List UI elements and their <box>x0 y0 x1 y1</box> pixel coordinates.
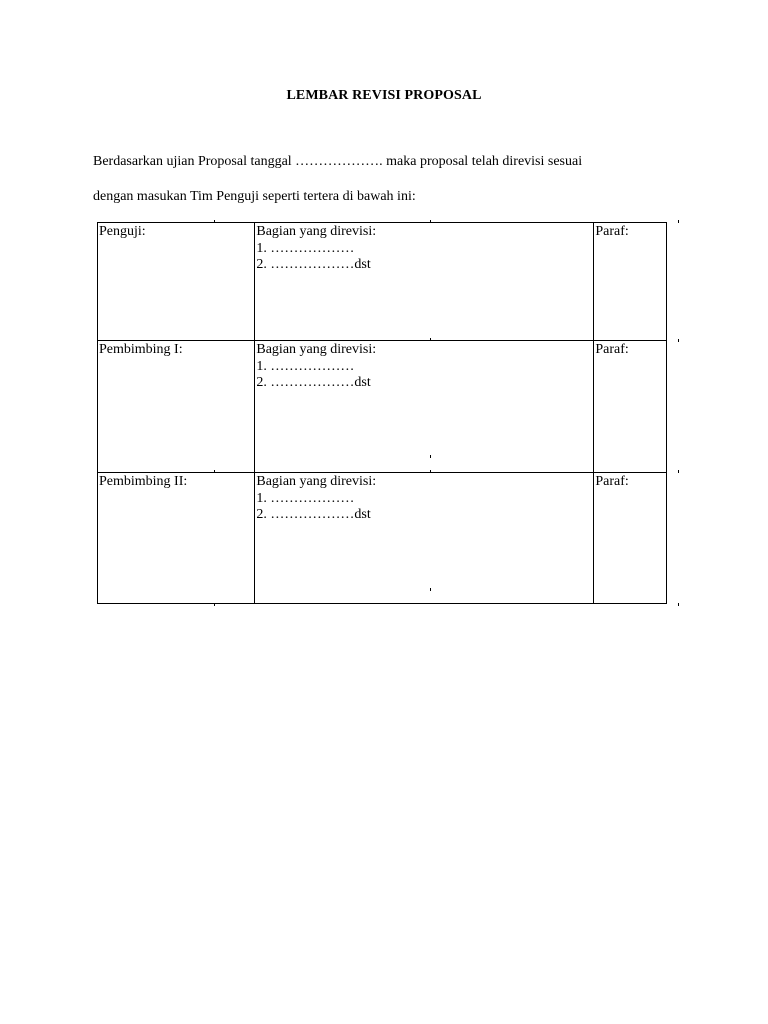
scan-mark <box>430 470 431 473</box>
intro-paragraph-line-1: Berdasarkan ujian Proposal tanggal ………………. maka proposal telah direvisi sesuai <box>93 154 583 169</box>
intro-paragraph-line-2: dengan masukan Tim Penguji seperti tertera di bawah ini: <box>93 189 416 204</box>
scan-mark <box>430 588 431 591</box>
revised-item-1: 1. ……………… <box>256 490 355 506</box>
revised-parts-cell <box>255 473 594 604</box>
role-label: Pembimbing II: <box>99 474 188 489</box>
role-cell <box>98 223 255 341</box>
revised-parts-label: Bagian yang direvisi: <box>256 342 377 357</box>
revised-parts-label: Bagian yang direvisi: <box>256 224 377 239</box>
scan-mark <box>214 470 215 473</box>
scan-mark <box>678 470 679 473</box>
revised-item-2: 2. ………………dst <box>256 507 371 522</box>
signature-cell <box>594 223 667 341</box>
signature-label: Paraf: <box>595 474 629 489</box>
table-row-pembimbing-2 <box>98 473 667 604</box>
revised-item-2: 2. ………………dst <box>256 257 371 272</box>
scan-mark <box>678 603 679 606</box>
revised-item-2: 2. ………………dst <box>256 375 371 390</box>
scan-mark <box>678 220 679 223</box>
signature-label: Paraf: <box>595 224 629 239</box>
table-row-pembimbing-1 <box>98 341 667 473</box>
table-row-penguji <box>98 223 667 341</box>
role-label: Penguji: <box>99 224 146 239</box>
revised-item-1: 1. ……………… <box>256 358 355 374</box>
scan-mark <box>430 455 431 458</box>
signature-cell <box>594 473 667 604</box>
role-cell <box>98 341 255 473</box>
revision-table <box>97 222 667 604</box>
role-label: Pembimbing I: <box>99 342 183 357</box>
revised-parts-label: Bagian yang direvisi: <box>256 474 377 489</box>
revised-item-1: 1. ……………… <box>256 240 355 256</box>
signature-label: Paraf: <box>595 342 629 357</box>
scan-mark <box>430 220 431 223</box>
scan-mark <box>214 603 215 606</box>
revised-parts-cell <box>255 341 594 473</box>
document-title: LEMBAR REVISI PROPOSAL <box>286 88 482 103</box>
revised-parts-cell <box>255 223 594 341</box>
scan-mark <box>678 339 679 342</box>
scan-mark <box>430 338 431 341</box>
role-cell <box>98 473 255 604</box>
scan-mark <box>214 220 215 223</box>
signature-cell <box>594 341 667 473</box>
